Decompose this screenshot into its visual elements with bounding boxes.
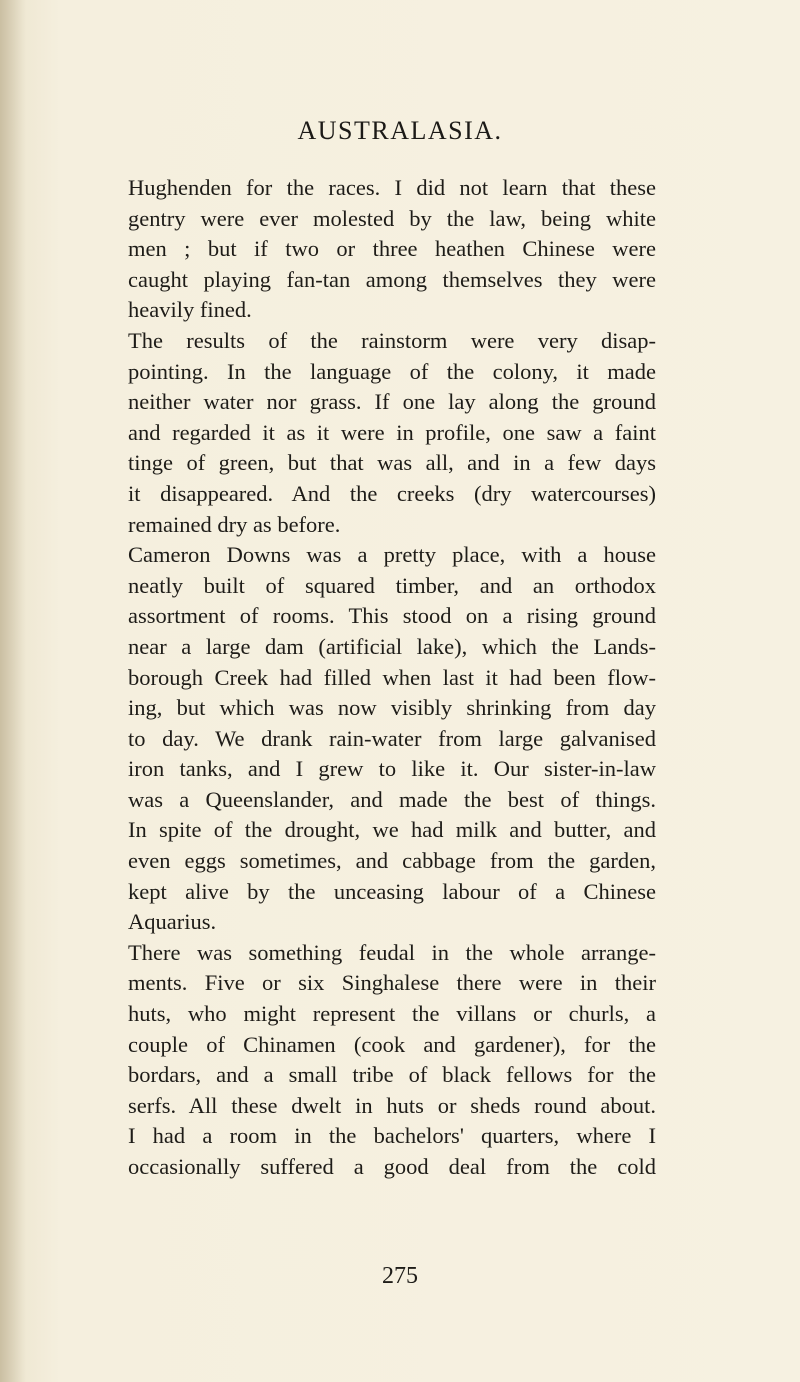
text-line: neatly built of squared timber, and an orthodox xyxy=(128,572,656,598)
text-line: remained dry as before. xyxy=(128,511,341,537)
paragraph-4 xyxy=(128,938,656,1183)
paragraph-2 xyxy=(128,326,656,540)
paragraph-3 xyxy=(128,540,656,938)
text-line: I had a room in the bachelors' quarters, where I xyxy=(128,1123,656,1149)
text-line: even eggs sometimes, and cabbage from the garden, xyxy=(128,848,656,874)
text-line: to day. We drank rain-water from large galvanised xyxy=(128,725,656,751)
text-line: borough Creek had filled when last it had been flow- xyxy=(128,664,656,690)
text-line: heavily fined. xyxy=(128,297,252,323)
text-line: Cameron Downs was a pretty place, with a house xyxy=(128,542,656,568)
text-line: huts, who might represent the villans or churls, a xyxy=(128,1001,656,1027)
text-line: serfs. All these dwelt in huts or sheds round about. xyxy=(128,1092,656,1118)
body-text xyxy=(128,173,656,1183)
spine-shadow xyxy=(0,0,26,1382)
text-line: In spite of the drought, we had milk and butter, and xyxy=(128,817,656,843)
text-line: Aquarius. xyxy=(128,909,217,935)
running-head: AUSTRALASIA. xyxy=(297,116,503,145)
text-line: gentry were ever molested by the law, being white xyxy=(128,205,656,231)
text-line: near a large dam (artificial lake), which the Lands- xyxy=(128,633,656,659)
page-number: 275 xyxy=(382,1263,418,1289)
text-line: There was something feudal in the whole arrange- xyxy=(128,939,656,965)
text-line: Hughenden for the races. I did not learn that these xyxy=(128,175,656,200)
text-line: and regarded it as it were in profile, one saw a faint xyxy=(128,419,656,445)
text-line: couple of Chinamen (cook and gardener), for the xyxy=(128,1031,656,1057)
text-line: tinge of green, but that was all, and in a few days xyxy=(128,450,656,476)
text-line: neither water nor grass. If one lay along the ground xyxy=(128,389,656,415)
text-line: pointing. In the language of the colony, it made xyxy=(128,358,656,384)
text-line: was a Queenslander, and made the best of things. xyxy=(128,786,656,812)
text-line: iron tanks, and I grew to like it. Our sister-in-law xyxy=(128,756,656,782)
text-line: ments. Five or six Singhalese there were in their xyxy=(128,970,656,996)
text-line: it disappeared. And the creeks (dry watercourses) xyxy=(128,480,656,506)
text-line: men ; but if two or three heathen Chinese were xyxy=(128,236,656,262)
text-line: bordars, and a small tribe of black fellows for the xyxy=(128,1062,656,1088)
text-line: ing, but which was now visibly shrinking from day xyxy=(128,695,656,721)
paragraph-1 xyxy=(128,173,656,326)
text-line: occasionally suffered a good deal from the cold xyxy=(128,1154,656,1179)
text-line: assortment of rooms. This stood on a rising ground xyxy=(128,603,656,629)
text-line: The results of the rainstorm were very disap- xyxy=(128,327,656,353)
text-line: caught playing fan-tan among themselves they were xyxy=(128,266,656,292)
text-line: kept alive by the unceasing labour of a Chinese xyxy=(128,878,656,904)
